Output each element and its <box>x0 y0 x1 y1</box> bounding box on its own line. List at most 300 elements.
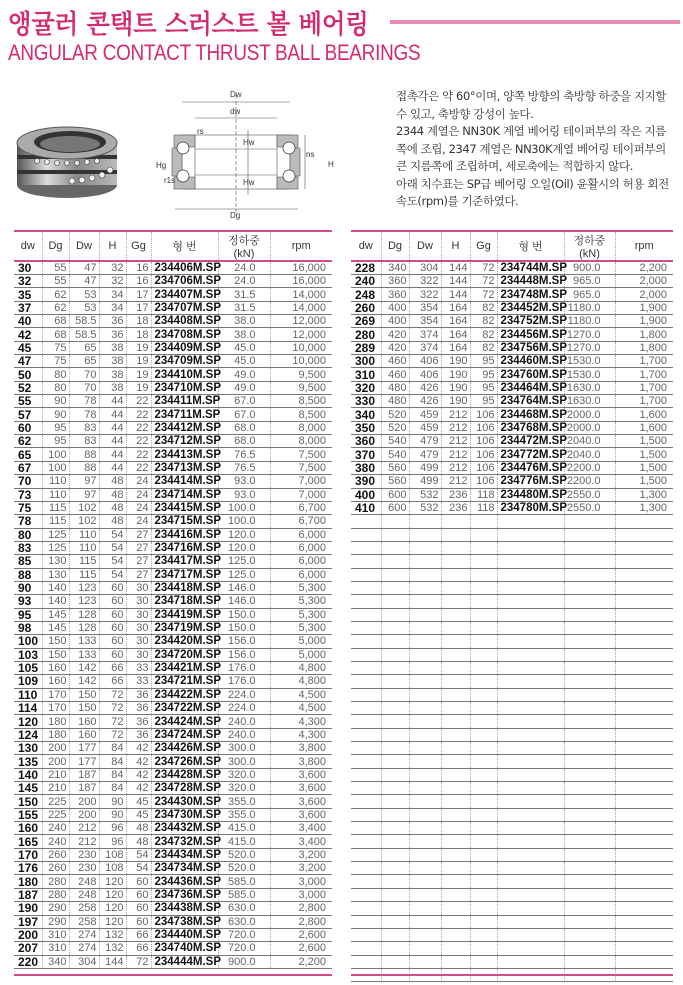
cell-dw-outer: 532 <box>409 488 441 501</box>
table-row <box>14 955 332 968</box>
cell-dw: 37 <box>18 300 32 315</box>
cell-empty <box>351 915 381 928</box>
cell-model-number: 234710M.SP <box>151 381 218 394</box>
table-row <box>14 928 332 941</box>
cell-rpm: 1,600 <box>615 408 673 421</box>
cell-empty <box>351 942 381 955</box>
table-row-empty <box>351 541 673 554</box>
cell-h: 190 <box>441 395 470 408</box>
cell-gg: 19 <box>126 368 151 381</box>
table-row-empty <box>351 875 673 888</box>
cell-model-number: 234430M.SP <box>151 795 218 808</box>
cell-empty <box>615 595 673 608</box>
table-row-empty <box>351 621 673 634</box>
table-row <box>14 501 332 514</box>
cell-model-number: 234721M.SP <box>151 675 218 688</box>
cell-model-number: 234712M.SP <box>151 435 218 448</box>
cell-dg: 145 <box>42 608 69 621</box>
cell-static-load: 1630.0 <box>564 381 615 394</box>
cell-rpm: 7,000 <box>270 475 332 488</box>
table-row-empty <box>351 675 673 688</box>
cell-dw: 330 <box>355 394 376 409</box>
cell-model-number: 234417M.SP <box>151 555 218 568</box>
cell-gg: 30 <box>126 608 151 621</box>
cell-gg: 17 <box>126 288 151 301</box>
cell-static-load: 31.5 <box>218 301 270 314</box>
cell-gg: 33 <box>126 675 151 688</box>
table-row <box>14 408 332 421</box>
cell-static-load: 965.0 <box>564 288 615 301</box>
cell-h: 190 <box>441 355 470 368</box>
cell-rpm: 1,800 <box>615 328 673 341</box>
cell-dg: 225 <box>42 808 69 821</box>
cell-rpm: 8,000 <box>270 421 332 434</box>
cell-dw: 114 <box>18 701 38 716</box>
table-row <box>351 341 673 354</box>
cell-empty <box>409 822 441 835</box>
table-row <box>14 528 332 541</box>
cell-dg: 180 <box>42 715 69 728</box>
cell-gg: 33 <box>126 661 151 674</box>
cell-rpm: 1,700 <box>615 395 673 408</box>
cell-empty <box>409 862 441 875</box>
cell-dw: 78 <box>18 514 32 529</box>
cell-rpm: 1,500 <box>615 461 673 474</box>
cell-dw-outer: 150 <box>69 688 99 701</box>
cell-h: 164 <box>441 315 470 328</box>
cell-static-load: 1180.0 <box>564 315 615 328</box>
cell-empty <box>381 621 409 634</box>
table-row-empty <box>351 515 673 528</box>
cell-dw: 88 <box>18 567 32 582</box>
cell-rpm: 1,600 <box>615 421 673 434</box>
cell-rpm: 4,500 <box>270 702 332 715</box>
cell-empty <box>381 595 409 608</box>
cell-empty <box>441 661 470 674</box>
cell-model-number: 234714M.SP <box>151 488 218 501</box>
cell-h: 44 <box>99 461 126 474</box>
table-row <box>14 755 332 768</box>
cell-dw-outer: 459 <box>409 408 441 421</box>
cell-empty <box>409 702 441 715</box>
cell-dg: 160 <box>42 661 69 674</box>
cell-dg: 125 <box>42 541 69 554</box>
cell-empty <box>381 755 409 768</box>
cell-h: 212 <box>441 448 470 461</box>
cell-empty <box>615 782 673 795</box>
cell-dw-outer: 187 <box>69 768 99 781</box>
table-row-empty <box>351 755 673 768</box>
table-row <box>14 461 332 474</box>
cell-dw-outer: 133 <box>69 648 99 661</box>
cell-empty <box>497 928 564 941</box>
cell-empty <box>564 635 615 648</box>
cell-gg: 22 <box>126 395 151 408</box>
cell-empty <box>615 715 673 728</box>
table-row <box>14 635 332 648</box>
cell-empty <box>409 928 441 941</box>
table-row <box>351 488 673 501</box>
table-row-empty <box>351 648 673 661</box>
cell-empty <box>564 848 615 861</box>
cell-dg: 600 <box>381 501 409 514</box>
label-Hg: Hg <box>156 161 167 170</box>
cell-dg: 80 <box>42 368 69 381</box>
cell-static-load: 1630.0 <box>564 395 615 408</box>
cell-empty <box>564 715 615 728</box>
bearing-photo <box>12 115 122 200</box>
cell-empty <box>351 795 381 808</box>
cell-gg: 106 <box>470 461 497 474</box>
cell-h: 120 <box>99 888 126 901</box>
column-header-dw-outer: Dw <box>69 231 99 261</box>
cell-dw: 280 <box>355 327 376 342</box>
cell-empty <box>351 702 381 715</box>
cell-rpm: 4,800 <box>270 661 332 674</box>
table-row <box>14 835 332 848</box>
cell-dw: 47 <box>18 354 32 369</box>
table-row-empty <box>351 661 673 674</box>
cell-h: 60 <box>99 608 126 621</box>
cell-dw: 400 <box>355 487 376 502</box>
table-row <box>14 261 332 275</box>
cell-model-number: 234444M.SP <box>151 955 218 968</box>
cell-dw-outer: 78 <box>69 395 99 408</box>
cell-dg: 110 <box>42 488 69 501</box>
cell-static-load: 2550.0 <box>564 488 615 501</box>
cell-model-number: 234722M.SP <box>151 702 218 715</box>
cell-model-number: 234413M.SP <box>151 448 218 461</box>
cell-gg: 30 <box>126 648 151 661</box>
cell-empty <box>497 875 564 888</box>
cell-empty <box>470 795 497 808</box>
cell-empty <box>497 568 564 581</box>
table-row <box>14 395 332 408</box>
cell-dg: 90 <box>42 395 69 408</box>
cell-rpm: 3,400 <box>270 822 332 835</box>
cell-model-number: 234716M.SP <box>151 541 218 554</box>
cell-empty <box>351 955 381 968</box>
cell-gg: 60 <box>126 915 151 928</box>
cell-gg: 24 <box>126 488 151 501</box>
cell-empty <box>409 541 441 554</box>
cell-h: 60 <box>99 635 126 648</box>
cell-dw-outer: 115 <box>69 555 99 568</box>
cell-empty <box>351 875 381 888</box>
cell-gg: 36 <box>126 688 151 701</box>
cell-dw-outer: 177 <box>69 755 99 768</box>
cell-h: 44 <box>99 448 126 461</box>
cell-empty <box>441 635 470 648</box>
cell-empty <box>351 902 381 915</box>
cell-empty <box>381 581 409 594</box>
table-row <box>14 328 332 341</box>
cell-empty <box>441 688 470 701</box>
cell-dg: 95 <box>42 421 69 434</box>
cell-static-load: 176.0 <box>218 675 270 688</box>
cell-dw: 310 <box>355 367 376 382</box>
cell-gg: 42 <box>126 768 151 781</box>
table-row <box>14 608 332 621</box>
cell-dw: 340 <box>355 407 376 422</box>
cell-dw: 155 <box>18 807 39 822</box>
cell-dg: 150 <box>42 635 69 648</box>
cell-dw: 85 <box>18 554 32 569</box>
cell-gg: 60 <box>126 902 151 915</box>
cell-empty <box>351 755 381 768</box>
cell-dw-outer: 258 <box>69 915 99 928</box>
table-row-empty <box>351 688 673 701</box>
cell-dg: 560 <box>381 475 409 488</box>
cell-rpm: 3,200 <box>270 848 332 861</box>
cell-empty <box>615 648 673 661</box>
cell-gg: 54 <box>126 848 151 861</box>
cell-model-number: 234460M.SP <box>497 355 564 368</box>
cell-h: 72 <box>99 688 126 701</box>
cell-h: 96 <box>99 835 126 848</box>
table-row-empty <box>351 728 673 741</box>
cell-dw-outer: 102 <box>69 501 99 514</box>
cell-dw: 35 <box>18 287 32 302</box>
cell-rpm: 1,700 <box>615 355 673 368</box>
cell-empty <box>351 595 381 608</box>
cell-h: 48 <box>99 515 126 528</box>
cell-model-number: 234410M.SP <box>151 368 218 381</box>
cell-gg: 66 <box>126 928 151 941</box>
cell-gg: 18 <box>126 328 151 341</box>
cell-empty <box>470 635 497 648</box>
column-header-gg: Gg <box>470 231 497 261</box>
cell-empty <box>441 848 470 861</box>
cell-dw-outer: 532 <box>409 501 441 514</box>
cell-empty <box>351 661 381 674</box>
cell-empty <box>409 728 441 741</box>
table-row <box>14 795 332 808</box>
cell-model-number: 234760M.SP <box>497 368 564 381</box>
cell-rpm: 2,200 <box>270 955 332 968</box>
cell-empty <box>615 675 673 688</box>
cell-empty <box>564 595 615 608</box>
cell-empty <box>441 955 470 968</box>
cell-model-number: 234707M.SP <box>151 301 218 314</box>
cell-model-number: 234434M.SP <box>151 848 218 861</box>
table-row <box>14 768 332 781</box>
table-row <box>14 515 332 528</box>
cell-dw-outer: 47 <box>69 275 99 288</box>
table-row-empty <box>351 888 673 901</box>
cell-dw-outer: 406 <box>409 368 441 381</box>
cell-dg: 290 <box>42 915 69 928</box>
table-row <box>14 902 332 915</box>
cell-static-load: 355.0 <box>218 808 270 821</box>
cell-h: 144 <box>441 288 470 301</box>
cell-empty <box>409 515 441 528</box>
cell-dw-outer: 123 <box>69 581 99 594</box>
cell-rpm: 2,000 <box>615 288 673 301</box>
cell-gg: 24 <box>126 501 151 514</box>
cell-model-number: 234720M.SP <box>151 648 218 661</box>
cell-h: 190 <box>441 368 470 381</box>
cell-model-number: 234411M.SP <box>151 395 218 408</box>
cell-dw-outer: 110 <box>69 541 99 554</box>
cell-empty <box>497 942 564 955</box>
cell-dg: 200 <box>42 742 69 755</box>
cell-dw-outer: 115 <box>69 568 99 581</box>
cell-static-load: 45.0 <box>218 355 270 368</box>
cell-empty <box>497 648 564 661</box>
cell-rpm: 3,800 <box>270 755 332 768</box>
cell-dw-outer: 258 <box>69 902 99 915</box>
cell-dg: 260 <box>42 862 69 875</box>
cell-empty <box>615 742 673 755</box>
table-row-empty <box>351 902 673 915</box>
label-Hw-top: Hw <box>243 138 255 147</box>
cell-model-number: 234715M.SP <box>151 515 218 528</box>
cell-empty <box>441 568 470 581</box>
cell-h: 44 <box>99 435 126 448</box>
cell-dg: 100 <box>42 461 69 474</box>
cell-rpm: 2,800 <box>270 915 332 928</box>
cell-dw: 32 <box>18 274 32 289</box>
cell-dg: 100 <box>42 448 69 461</box>
table-row <box>14 875 332 888</box>
table-row <box>351 395 673 408</box>
cell-h: 44 <box>99 421 126 434</box>
cell-dg: 540 <box>381 435 409 448</box>
table-row-empty <box>351 822 673 835</box>
table-row <box>14 581 332 594</box>
cell-empty <box>441 835 470 848</box>
cell-dg: 210 <box>42 782 69 795</box>
cell-model-number: 234706M.SP <box>151 275 218 288</box>
cell-dw-outer: 65 <box>69 355 99 368</box>
cell-empty <box>615 955 673 968</box>
label-Dg: Dg <box>230 211 241 220</box>
cell-empty <box>441 541 470 554</box>
cell-static-load: 31.5 <box>218 288 270 301</box>
cell-static-load: 415.0 <box>218 835 270 848</box>
cell-gg: 82 <box>470 315 497 328</box>
cell-rpm: 3,600 <box>270 795 332 808</box>
cell-gg: 95 <box>470 395 497 408</box>
cell-gg: 36 <box>126 715 151 728</box>
cell-dg: 62 <box>42 301 69 314</box>
cell-rpm: 1,500 <box>615 435 673 448</box>
table-row <box>14 862 332 875</box>
cell-dg: 520 <box>381 421 409 434</box>
cell-empty <box>441 742 470 755</box>
cell-static-load: 520.0 <box>218 862 270 875</box>
cell-rpm: 8,500 <box>270 395 332 408</box>
cell-rpm: 4,300 <box>270 728 332 741</box>
table-row-empty <box>351 528 673 541</box>
column-header-gg: Gg <box>126 231 151 261</box>
cell-empty <box>615 902 673 915</box>
cell-static-load: 224.0 <box>218 702 270 715</box>
cell-empty <box>441 942 470 955</box>
cell-model-number: 234426M.SP <box>151 742 218 755</box>
cell-dg: 280 <box>42 888 69 901</box>
cell-rpm: 14,000 <box>270 288 332 301</box>
cell-static-load: 1180.0 <box>564 301 615 314</box>
table-row-empty <box>351 715 673 728</box>
cell-empty <box>497 515 564 528</box>
cell-h: 60 <box>99 595 126 608</box>
cell-dg: 520 <box>381 408 409 421</box>
table-row <box>14 848 332 861</box>
cell-empty <box>381 835 409 848</box>
cell-rpm: 1,300 <box>615 501 673 514</box>
cell-empty <box>409 555 441 568</box>
cell-dw-outer: 128 <box>69 608 99 621</box>
cell-h: 34 <box>99 301 126 314</box>
cell-static-load: 300.0 <box>218 755 270 768</box>
cell-dg: 68 <box>42 315 69 328</box>
table-row <box>351 315 673 328</box>
cell-dw-outer: 479 <box>409 435 441 448</box>
cell-static-load: 125.0 <box>218 555 270 568</box>
cell-empty <box>615 688 673 701</box>
cell-dg: 290 <box>42 902 69 915</box>
table-row <box>351 448 673 461</box>
column-header-model-number: 형 번 <box>497 231 564 261</box>
cell-static-load: 300.0 <box>218 742 270 755</box>
cell-model-number: 234740M.SP <box>151 942 218 955</box>
cell-rpm: 1,700 <box>615 381 673 394</box>
cell-h: 132 <box>99 942 126 955</box>
table-row <box>14 742 332 755</box>
cell-dw: 197 <box>18 914 39 929</box>
label-H: H <box>328 160 334 169</box>
cell-rpm: 9,500 <box>270 368 332 381</box>
column-header-dw-outer: Dw <box>409 231 441 261</box>
table-row <box>14 488 332 501</box>
cell-gg: 19 <box>126 381 151 394</box>
cell-empty <box>381 822 409 835</box>
cell-gg: 95 <box>470 355 497 368</box>
cell-h: 212 <box>441 421 470 434</box>
cell-h: 212 <box>441 408 470 421</box>
cell-h: 44 <box>99 395 126 408</box>
table-row <box>14 381 332 394</box>
cell-empty <box>497 541 564 554</box>
cell-dw-outer: 83 <box>69 435 99 448</box>
table-row <box>351 435 673 448</box>
cell-empty <box>441 608 470 621</box>
table-row <box>14 368 332 381</box>
cell-gg: 54 <box>126 862 151 875</box>
cell-model-number: 234420M.SP <box>151 635 218 648</box>
cell-dg: 340 <box>381 261 409 275</box>
cell-empty <box>409 955 441 968</box>
cell-empty <box>409 528 441 541</box>
cell-dw-outer: 406 <box>409 355 441 368</box>
cell-empty <box>564 768 615 781</box>
cell-dg: 55 <box>42 275 69 288</box>
cell-empty <box>381 608 409 621</box>
cell-empty <box>564 581 615 594</box>
cell-dw: 200 <box>18 928 39 943</box>
cell-model-number: 234736M.SP <box>151 888 218 901</box>
cell-dg: 240 <box>42 835 69 848</box>
cell-dg: 115 <box>42 515 69 528</box>
cell-rpm: 3,000 <box>270 875 332 888</box>
cell-static-load: 2040.0 <box>564 448 615 461</box>
cell-static-load: 76.5 <box>218 461 270 474</box>
cell-empty <box>441 808 470 821</box>
cell-model-number: 234717M.SP <box>151 568 218 581</box>
cell-h: 164 <box>441 341 470 354</box>
